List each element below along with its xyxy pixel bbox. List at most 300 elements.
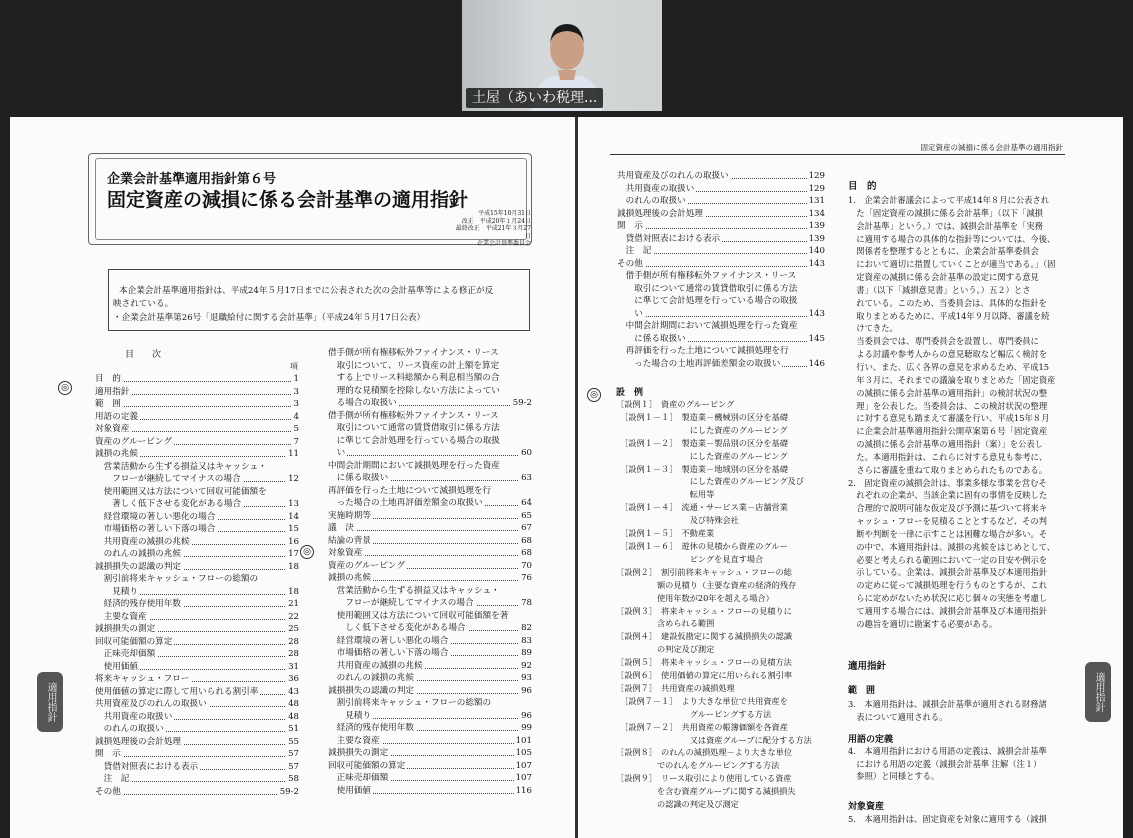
toc-entry-title: 減損損失の測定 xyxy=(95,624,156,634)
toc-entry-paragraph: 59-2 xyxy=(279,786,299,797)
toc-entry-title: フローが継続してマイナスの場合 xyxy=(328,598,474,608)
toc-entry[interactable] xyxy=(617,220,825,233)
toc-entry[interactable] xyxy=(95,423,299,436)
toc-entry[interactable] xyxy=(328,510,532,523)
toc-entry[interactable] xyxy=(617,233,825,246)
toc-entry-paragraph: 51 xyxy=(288,724,299,734)
example-entry: でのれんをグルーピングする方法 xyxy=(616,760,780,771)
toc-entry[interactable] xyxy=(328,347,532,360)
toc-entry-title: 経済的残存使用年数 xyxy=(328,723,414,733)
toc-entry[interactable] xyxy=(95,436,299,449)
annotation-circle-mark: ◎ xyxy=(587,388,601,402)
toc-entry-title: 注 記 xyxy=(617,246,652,256)
toc-entry-title: 実施時期等 xyxy=(328,510,371,521)
toc-entry-paragraph: 99 xyxy=(521,723,532,733)
toc-entry[interactable] xyxy=(617,170,825,183)
toc-entry-title: 著しく低下させる変化がある場合 xyxy=(95,499,242,509)
toc-column-label: 項 xyxy=(290,362,298,371)
toc-entry-title: 貸借対照表における表示 xyxy=(617,233,721,244)
series-label: 企業会計基準適用指針第６号 xyxy=(107,172,277,187)
toc-entry-title: 使用価値 xyxy=(95,661,138,672)
purpose-line: れぞれの企業が、当該企業に固有の事情を反映した xyxy=(848,490,1048,501)
target-assets-heading: 対象資産 xyxy=(848,802,885,812)
toc-entry-title: 借手側が所有権移転外ファイナンス・リース xyxy=(617,271,797,281)
example-entry: ［設例１－６］ 遊休の見積から資産のグルー xyxy=(616,540,788,551)
toc-entry-title: 使用価値の算定に際して用いられる割引率 xyxy=(95,686,259,697)
example-entry: ［設例４］ 建設仮勘定に関する減損損失の認識 xyxy=(616,631,793,642)
toc-entry[interactable] xyxy=(328,760,532,773)
toc-entry[interactable] xyxy=(328,722,532,735)
toc-entry-paragraph: 107 xyxy=(515,760,532,771)
toc-entry-title: 注 記 xyxy=(95,774,130,784)
toc-entry[interactable] xyxy=(95,736,299,749)
toc-entry-title: する上でリース料総額から利息相当額の合 xyxy=(328,373,500,383)
toc-entry[interactable] xyxy=(95,698,299,711)
toc-entry-paragraph: 129 xyxy=(808,171,825,181)
toc-entry-title: 貸借対照表における表示 xyxy=(95,761,199,772)
toc-entry[interactable] xyxy=(95,398,299,411)
toc-entry-paragraph: 105 xyxy=(515,748,532,758)
toc-entry[interactable] xyxy=(617,295,825,308)
purpose-line: 理」を公表した。当委員会は、この検討状況の整理 xyxy=(848,400,1048,411)
toc-entry[interactable] xyxy=(328,572,532,585)
toc-entry[interactable] xyxy=(617,270,825,283)
purpose-line: に対する意見も踏まえて審議を行い、平成15年８月 xyxy=(848,413,1050,424)
toc-entry-paragraph: 129 xyxy=(808,183,825,194)
toc-entry-paragraph: 60 xyxy=(521,448,532,458)
toc-entry-title: 資産のグルーピング xyxy=(95,436,172,447)
toc-entry-title: 中間会計期間において減損処理を行った資産 xyxy=(328,460,500,471)
toc-heading: 目 次 xyxy=(125,350,162,360)
purpose-line: らに定めがないため状況に応じ個々の実態を考慮し xyxy=(848,593,1048,604)
toc-entry[interactable] xyxy=(95,461,299,474)
example-entry: ［設例７－２］ 共用資産の帳簿価額を各資産 xyxy=(616,721,788,732)
toc-entry[interactable] xyxy=(95,748,299,761)
toc-entry-title: 減損処理後の会計処理 xyxy=(617,208,703,219)
toc-entry[interactable] xyxy=(95,536,299,549)
toc-entry[interactable] xyxy=(617,208,825,221)
toc-entry-title: い xyxy=(328,448,346,458)
toc-entry[interactable] xyxy=(328,710,532,723)
toc-entry[interactable] xyxy=(95,611,299,624)
examples-heading: 設 例 xyxy=(616,388,644,398)
toc-entry[interactable] xyxy=(328,672,532,685)
toc-entry-title: 営業活動から生ずる損益又はキャッシュ・ xyxy=(95,461,267,472)
toc-entry-title: のれんの減損の兆候 xyxy=(95,549,181,559)
toc-entry-title: 共用資産の取扱い xyxy=(617,183,695,194)
purpose-line: けてきた。 xyxy=(848,323,898,334)
toc-entry-paragraph: 55 xyxy=(288,736,299,747)
toc-entry-title: に係る取扱い xyxy=(328,473,389,483)
toc-entry-paragraph: 36 xyxy=(288,674,299,684)
toc-entry-title: その他 xyxy=(617,258,643,269)
toc-entry[interactable] xyxy=(617,258,825,271)
toc-entry-title: 対象資産 xyxy=(95,424,130,434)
purpose-line: 取りまとめるために、平成14年９月以降、審議を続 xyxy=(848,310,1050,321)
toc-entry[interactable] xyxy=(95,686,299,699)
purpose-line: に企業会計基準適用指針公開草案第６号「固定資産 xyxy=(848,426,1048,437)
toc-entry[interactable] xyxy=(95,786,299,799)
purpose-line: 1. 企業会計審議会によって平成14年８月に公表され xyxy=(848,195,1050,205)
toc-entry[interactable] xyxy=(328,372,532,385)
toc-entry-title: に準じて会計処理を行っている場合の取扱 xyxy=(617,296,798,306)
toc-entry-title: 中間会計期間において減損処理を行った資産 xyxy=(617,321,798,331)
toc-entry[interactable] xyxy=(328,435,532,448)
purpose-heading: 目 的 xyxy=(848,181,877,192)
toc-entry[interactable] xyxy=(617,245,825,258)
toc-entry-title: のれんの取扱い xyxy=(617,196,686,206)
toc-entry[interactable] xyxy=(328,485,532,498)
toc-entry-paragraph: 131 xyxy=(808,196,825,206)
toc-entry-paragraph: 17 xyxy=(288,549,299,559)
toc-entry-paragraph: 5 xyxy=(293,424,299,434)
toc-entry-paragraph: 139 xyxy=(808,221,825,231)
toc-entry-title: 市場価格の著しい下落の場合 xyxy=(328,648,449,658)
toc-entry[interactable] xyxy=(328,460,532,473)
toc-entry[interactable] xyxy=(328,697,532,710)
purpose-line: 2. 固定資産の減損会計は、事業多様な事業を営むそ xyxy=(848,477,1047,488)
toc-entry-title: 借手側が所有権移転外ファイナンス・リース xyxy=(328,348,499,358)
toc-entry[interactable] xyxy=(617,183,825,196)
toc-entry[interactable] xyxy=(95,411,299,424)
toc-entry-title: 適用指針 xyxy=(95,386,130,397)
toc-entry-title: 回収可能価額の算定 xyxy=(95,636,173,647)
toc-entry-title: その他 xyxy=(95,786,121,797)
purpose-line: 示している。企業は、減損会計基準及び本適用指針 xyxy=(848,567,1048,578)
document-title: 固定資産の減損に係る会計基準の適用指針 xyxy=(107,189,469,211)
toc-entry-paragraph: 3 xyxy=(293,386,299,397)
toc-entry[interactable] xyxy=(328,422,532,435)
scope-text: 3. 本適用指針は、減損会計基準が適用される財務諸 表について適用される。 xyxy=(848,699,1047,722)
toc-entry[interactable] xyxy=(328,410,532,423)
toc-column-3 xyxy=(617,170,825,370)
toc-entry[interactable] xyxy=(95,523,299,536)
toc-entry[interactable] xyxy=(328,772,532,785)
page-divider xyxy=(575,117,578,838)
purpose-line: 行い、また、広く各界の意見を求めるため、平成15 xyxy=(848,361,1050,372)
toc-entry[interactable] xyxy=(95,648,299,661)
toc-entry[interactable] xyxy=(95,548,299,561)
example-entry: を含む資産グループに関する減損損失 xyxy=(616,786,796,797)
purpose-line: 必要と考えられる範囲において一定の目安や例示を xyxy=(848,554,1048,565)
purpose-line: さらに審議を重ねて取りまとめられたものである。 xyxy=(848,464,1047,475)
toc-entry-title: 使用範囲又は方法について回収可能価額を xyxy=(95,486,267,497)
purpose-line: において適切に措置していくことが適当である。」（固 xyxy=(848,259,1056,270)
toc-entry[interactable] xyxy=(95,623,299,636)
revision-dates: 平成15年10月31日 改正 平成20年１月24日 最終改正 平成21年３月27日 企業会計基準委員会 xyxy=(455,210,531,247)
toc-entry-paragraph: 12 xyxy=(288,474,299,484)
toc-entry[interactable] xyxy=(95,661,299,674)
toc-entry[interactable] xyxy=(328,385,532,398)
example-entry: 転用等 xyxy=(616,489,715,500)
toc-entry-paragraph: 4 xyxy=(293,411,299,422)
toc-entry-title: 範 囲 xyxy=(95,399,121,409)
example-entry: ［設例２］ 割引前将来キャッシュ・フローの総 xyxy=(616,566,792,577)
toc-entry-title: 主要な資産 xyxy=(328,735,380,746)
toc-entry-title: に準じて会計処理を行っている場合の取扱 xyxy=(328,435,500,446)
toc-entry[interactable] xyxy=(328,735,532,748)
toc-entry[interactable] xyxy=(617,333,825,346)
toc-entry-paragraph: 93 xyxy=(521,673,532,683)
toc-entry-paragraph: 11 xyxy=(288,449,299,459)
example-entry: ［設例３］ 将来キャッシュ・フローの見積りに xyxy=(616,605,792,616)
example-entry: ［設例９］ リース取引により使用している資産 xyxy=(616,773,792,784)
toc-entry[interactable] xyxy=(95,473,299,486)
example-entry: ピングを見直す場合 xyxy=(616,553,764,564)
toc-entry-title: 将来キャッシュ・フロー xyxy=(95,674,190,684)
toc-entry-paragraph: 58 xyxy=(288,774,299,784)
toc-entry-title: 経済的残存使用年数 xyxy=(95,599,181,609)
toc-entry-title: 用語の定義 xyxy=(95,411,138,422)
toc-entry[interactable] xyxy=(95,586,299,599)
example-entry: ［設例８］ のれんの減損処理－より大きな単位 xyxy=(616,747,793,758)
toc-entry-paragraph: 3 xyxy=(293,399,299,409)
toc-entry-title: 減損損失の認識の判定 xyxy=(95,561,181,572)
toc-entry-title: 共用資産の減損の兆候 xyxy=(328,660,423,671)
example-entry: の判定及び測定 xyxy=(616,644,715,655)
example-entry: 額の見積り（主要な資産の経済的残存 xyxy=(616,579,797,590)
toc-entry[interactable] xyxy=(617,308,825,321)
toc-entry-title: 結論の背景 xyxy=(328,535,371,546)
toc-entry-title: 目 的 xyxy=(95,374,121,384)
toc-entry-title: 正味売却価額 xyxy=(328,773,389,783)
toc-entry-title: 減損損失の測定 xyxy=(328,748,389,758)
terms-text: 4. 本適用指針における用語の定義は、減損会計基準 における用語の定義（減損会計基準 注解（注１） 参照）と同様とする。 xyxy=(848,746,1047,782)
toc-entry-title: 見積り xyxy=(328,710,371,721)
toc-entry[interactable] xyxy=(328,610,532,623)
example-entry: ［設例１－１］ 製造業－機械別の区分を基礎 xyxy=(616,411,788,422)
toc-entry[interactable] xyxy=(328,535,532,548)
toc-entry-paragraph: 59-2 xyxy=(512,398,532,408)
toc-entry[interactable] xyxy=(328,660,532,673)
toc-entry[interactable] xyxy=(328,547,532,560)
section-side-tab-right[interactable]: 適用指針 xyxy=(1085,662,1111,722)
toc-entry-paragraph: 48 xyxy=(288,699,299,709)
toc-entry-paragraph: 15 xyxy=(288,524,299,534)
toc-entry-paragraph: 143 xyxy=(808,308,825,319)
example-entry: ［設例１－４］ 流通・サービス業－店舗営業 xyxy=(616,502,788,513)
toc-entry-paragraph: 143 xyxy=(808,258,825,269)
example-entry: 又は資産グループに配分する方法 xyxy=(616,734,812,745)
example-entry: ［設例５］ 将来キャッシュ・フローの見積方法 xyxy=(616,657,792,668)
example-entry: ［設例６］ 使用価値の算定に用いられる割引率 xyxy=(616,670,793,681)
example-entry: にした資産のグルーピング及び xyxy=(616,476,804,487)
toc-entry[interactable] xyxy=(95,636,299,649)
toc-entry[interactable] xyxy=(617,358,825,371)
toc-entry[interactable] xyxy=(95,373,299,386)
toc-entry[interactable] xyxy=(328,747,532,760)
toc-entry-title: のれんの減損の兆候 xyxy=(328,673,414,683)
toc-entry-title: 割引前将来キャッシュ・フローの総額の xyxy=(328,698,492,708)
toc-entry[interactable] xyxy=(617,320,825,333)
toc-entry[interactable] xyxy=(328,447,532,460)
purpose-line: の定めに従って減損処理を行うものとするが、これ xyxy=(848,580,1048,591)
toc-entry-title: 借手側が所有権移転外ファイナンス・リース xyxy=(328,410,499,421)
example-entry: ［設例７］ 共用資産の減損処理 xyxy=(616,682,735,693)
toc-entry[interactable] xyxy=(95,673,299,686)
target-assets-text: 5. 本適用指針は、固定資産を対象に適用する（減損 xyxy=(848,814,1047,824)
toc-entry-paragraph: 1 xyxy=(293,374,299,384)
purpose-body xyxy=(848,194,1068,631)
purpose-line: 関係者を整理するとともに、企業会計基準委員会 xyxy=(848,246,1039,257)
example-entry: 及び特殊会社 xyxy=(616,515,739,526)
toc-entry-title: 営業活動から生ずる損益又はキャッシュ・ xyxy=(328,585,500,596)
toc-entry[interactable] xyxy=(95,511,299,524)
toc-entry[interactable] xyxy=(617,345,825,358)
toc-entry-title: 共用資産の取扱い xyxy=(95,711,173,722)
toc-entry[interactable] xyxy=(328,472,532,485)
toc-entry[interactable] xyxy=(95,773,299,786)
purpose-line: 年３月に、それまでの議論を取りまとめた「固定資産 xyxy=(848,374,1056,385)
toc-entry[interactable] xyxy=(95,386,299,399)
toc-entry-paragraph: 13 xyxy=(288,499,299,509)
toc-column-2 xyxy=(328,347,532,797)
toc-entry-paragraph: 96 xyxy=(521,685,532,696)
toc-entry-paragraph: 25 xyxy=(288,624,299,634)
toc-entry-title: 主要な資産 xyxy=(95,611,147,622)
toc-entry-title: 対象資産 xyxy=(328,548,363,558)
running-header: 固定資産の減損に係る会計基準の適用指針 xyxy=(610,142,1065,155)
toc-entry-paragraph: 18 xyxy=(288,586,299,597)
toc-entry[interactable] xyxy=(328,360,532,373)
toc-entry[interactable] xyxy=(95,761,299,774)
toc-entry[interactable] xyxy=(95,711,299,724)
toc-entry-title: 開 示 xyxy=(617,221,643,231)
participant-name-label: 土屋（あいわ税理... xyxy=(466,88,603,108)
toc-entry-title: 議 決 xyxy=(328,523,354,533)
toc-entry-paragraph: 43 xyxy=(288,686,299,697)
toc-entry-paragraph: 22 xyxy=(288,611,299,622)
toc-entry[interactable] xyxy=(328,685,532,698)
toc-entry[interactable] xyxy=(328,785,532,798)
toc-entry[interactable] xyxy=(328,497,532,510)
example-entry: ［設例１－３］ 製造業－地域別の区分を基礎 xyxy=(616,463,788,474)
toc-entry-title: 再評価を行った土地について減損処理を行 xyxy=(617,346,789,356)
toc-entry-paragraph: 78 xyxy=(521,598,532,608)
toc-entry-paragraph: 70 xyxy=(521,560,532,571)
toc-entry[interactable] xyxy=(328,585,532,598)
toc-entry[interactable] xyxy=(328,522,532,535)
toc-entry-title: 共用資産及びのれんの取扱い xyxy=(617,171,729,181)
toc-entry-paragraph: 65 xyxy=(521,510,532,521)
toc-entry[interactable] xyxy=(328,635,532,648)
toc-entry-title: フローが継続してマイナスの場合 xyxy=(95,474,241,484)
toc-entry-title: 使用価値 xyxy=(328,785,371,796)
toc-entry-paragraph: 67 xyxy=(521,523,532,533)
toc-entry-title: 開 示 xyxy=(95,749,121,759)
toc-entry[interactable] xyxy=(95,448,299,461)
toc-entry[interactable] xyxy=(95,498,299,511)
toc-entry[interactable] xyxy=(617,195,825,208)
toc-entry-paragraph: 76 xyxy=(521,573,532,583)
toc-entry-paragraph: 63 xyxy=(521,473,532,483)
toc-entry-title: 減損の兆候 xyxy=(328,573,371,583)
toc-entry[interactable] xyxy=(328,560,532,573)
terms-heading: 用語の定義 xyxy=(848,735,894,745)
example-entry: の認識の判定及び測定 xyxy=(616,799,739,810)
example-entry: 含められる範囲 xyxy=(616,618,715,629)
toc-entry[interactable] xyxy=(95,723,299,736)
toc-entry-paragraph: 7 xyxy=(293,436,299,447)
scope-heading: 範 囲 xyxy=(848,686,876,696)
toc-entry-title: 減損処理後の会計処理 xyxy=(95,736,181,747)
toc-entry-title: 資産のグルーピング xyxy=(328,560,405,571)
purpose-line: の中で、本適用指針は、減損の兆候をはじめとして、 xyxy=(848,541,1056,552)
toc-entry[interactable] xyxy=(95,573,299,586)
toc-entry[interactable] xyxy=(95,486,299,499)
toc-entry-paragraph: 14 xyxy=(288,511,299,522)
participant-video-tile[interactable] xyxy=(462,0,662,111)
toc-entry-paragraph: 92 xyxy=(521,660,532,671)
toc-entry[interactable] xyxy=(328,647,532,660)
example-entry: ［設例１－２］ 製造業－製品別の区分を基礎 xyxy=(616,437,788,448)
toc-entry[interactable] xyxy=(95,598,299,611)
purpose-line: よる討議や参考人からの意見聴取など幅広く検討を xyxy=(848,349,1048,360)
toc-entry-paragraph: 68 xyxy=(521,535,532,546)
toc-entry-title: 共用資産の減損の兆候 xyxy=(95,536,190,547)
toc-entry-title: 減損損失の認識の判定 xyxy=(328,685,414,696)
revision-notice: 本企業会計基準適用指針は、平成24年５月17日までに公表された次の会計基準等による修正が反 映されている。 ・企業会計基準第26号「退職給付に関する会計基準」（平成24年５月17日公表） xyxy=(108,269,530,331)
applicable-guidance-heading: 適用指針 xyxy=(848,661,887,672)
toc-entry[interactable] xyxy=(617,283,825,296)
purpose-line: た「固定資産の減損に係る会計基準」（以下「減損 xyxy=(848,207,1043,218)
purpose-line: ャッシュ・フローを見積ることとするなど、その判 xyxy=(848,516,1047,527)
toc-entry-paragraph: 140 xyxy=(808,246,825,256)
toc-entry[interactable] xyxy=(328,597,532,610)
toc-entry-paragraph: 18 xyxy=(288,561,299,572)
toc-entry-title: 割引前将来キャッシュ・フローの総額の xyxy=(95,574,259,584)
purpose-line: 書」（以下「減損意見書」という。）五２）とさ xyxy=(848,284,1031,295)
toc-entry-title: 市場価格の著しい下落の場合 xyxy=(95,524,216,534)
examples-list xyxy=(616,398,830,811)
toc-entry-paragraph: 134 xyxy=(808,208,825,219)
toc-entry[interactable] xyxy=(328,622,532,635)
purpose-line: 断や判断を一律に示すことは困難な場合が多い。そ xyxy=(848,528,1048,539)
example-entry: 使用年数が20年を超える場合） xyxy=(616,592,774,603)
purpose-line: 定資産の減損に係る会計基準の設定に関する意見 xyxy=(848,272,1039,283)
toc-entry-paragraph: 82 xyxy=(521,623,532,633)
example-entry: にした資産のグルーピング xyxy=(616,450,788,461)
document-view[interactable] xyxy=(10,117,1123,838)
toc-entry-title: 見積り xyxy=(95,586,138,597)
toc-entry[interactable] xyxy=(95,561,299,574)
purpose-line: の減損に係る会計基準の適用指針（案）」を公表し xyxy=(848,439,1043,450)
toc-entry-paragraph: 146 xyxy=(808,358,825,369)
toc-entry-paragraph: 139 xyxy=(808,233,825,244)
toc-entry[interactable] xyxy=(328,397,532,410)
toc-entry-title: い xyxy=(617,308,643,319)
purpose-line: 当委員会では、専門委員会を設置し、専門委員に xyxy=(848,336,1039,347)
purpose-line: の趣旨を適切に勘案する必要がある。 xyxy=(848,618,998,629)
toc-entry-title: 共用資産及びのれんの取扱い xyxy=(95,699,207,709)
purpose-line: れている。このため、当委員会は、具体的な指針を xyxy=(848,297,1047,308)
purpose-line: て適用する場合には、減損会計基準及び本適用指針 xyxy=(848,606,1048,616)
section-side-tab-left[interactable]: 適用指針 xyxy=(37,672,63,732)
toc-entry-title: 経営環境の著しい悪化の場合 xyxy=(95,511,216,522)
toc-entry-title: に係る取扱い xyxy=(617,333,686,344)
example-entry: グルーピングする方法 xyxy=(616,708,772,719)
toc-entry-paragraph: 145 xyxy=(808,333,825,344)
purpose-line: の減損に係る会計基準の適用指針」の検討状況の整 xyxy=(848,387,1048,398)
toc-entry-paragraph: 116 xyxy=(515,785,532,796)
toc-entry-title: 正味売却価額 xyxy=(95,649,156,659)
toc-entry-title: 取引について通常の賃貸借取引に係る方法 xyxy=(617,283,798,294)
annotation-circle-mark: ◎ xyxy=(58,381,72,395)
toc-entry-paragraph: 101 xyxy=(515,735,532,746)
title-box xyxy=(88,153,532,245)
purpose-line: 会計基準」という。）では、減損会計基準を「実務 xyxy=(848,220,1043,231)
example-entry: ［設例１］ 資産のグルーピング xyxy=(616,399,735,409)
